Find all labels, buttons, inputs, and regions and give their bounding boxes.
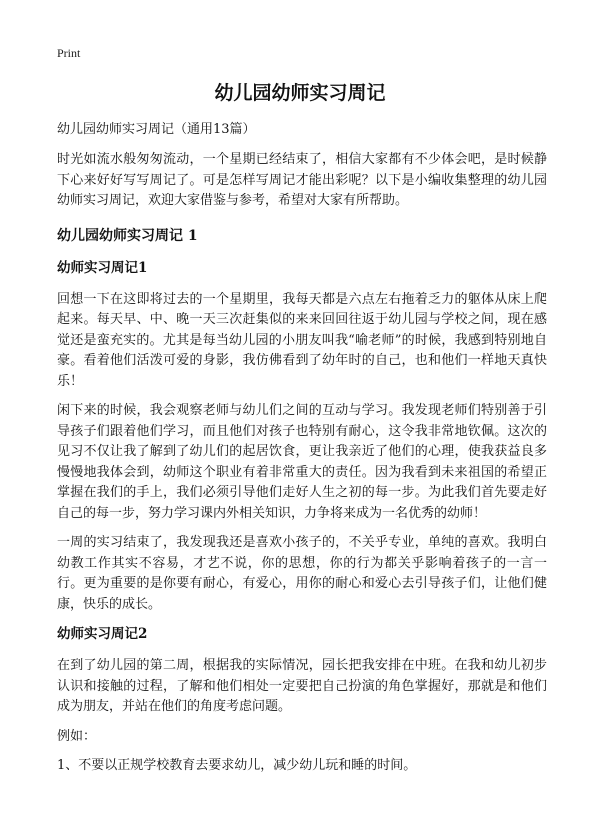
entry-1-paragraph: 一周的实习结束了，我发现我还是喜欢小孩子的，不关乎专业，单纯的喜欢。我明白幼教工作其实不容易，才艺不说，你的思想，你的行为都关乎影响着孩子的一言一行。更为重要的是你要有耐心，有爱心，用你的耐心和爱心去引导孩子们，让他们健康，快乐的成长。 (57, 535, 547, 612)
print-link[interactable]: Print (57, 46, 81, 60)
intro-paragraph: 时光如流水般匆匆流动，一个星期已经结束了，相信大家都有不少体会吧，是时候静下心来好好写写周记了。可是怎样写周记才能出彩呢？以下是小编收集整理的幼儿园幼师实习周记，欢迎大家借鉴与参考，希望对大家有所帮助。 (57, 152, 547, 208)
page-title: 幼儿园幼师实习周记 (214, 82, 386, 104)
article-subtitle: 幼儿园幼师实习周记（通用13篇） (57, 122, 256, 137)
section-heading: 幼儿园幼师实习周记 1 (57, 227, 198, 244)
entry-2-paragraph: 例如： (57, 728, 97, 744)
entry-2-paragraph: 1、不要以正规学校教育去要求幼儿，减少幼儿玩和睡的时间。 (57, 758, 417, 773)
article-body (57, 120, 547, 786)
entry-2-heading: 幼师实习周记2 (57, 626, 148, 642)
entry-2-paragraph: 在到了幼儿园的第二周，根据我的实际情况，园长把我安排在中班。在我和幼儿初步认识和接触的过程，了解和他们相处一定要把自己扮演的角色掌握好，那就是和他们成为朋友，并站在他们的角度考虑问题。 (57, 658, 547, 714)
entry-1-paragraph: 闲下来的时候，我会观察老师与幼儿们之间的互动与学习。我发现老师们特别善于引导孩子们跟着他们学习，而且他们对孩子也特别有耐心，这令我非常地钦佩。这次的见习不仅让我了解到了幼儿们的起居饮食，更让我亲近了他们的心理，使我获益良多慢慢地我体会到，幼师这个职业有着非常重大的责任。因为我看到未来祖国的希望正掌握在我们的手上，我们必须引导他们走好人生之初的每一步。为此我们首先要走好自己的每一步，努力学习课内外相关知识，力争将来成为一名优秀的幼师！ (57, 403, 547, 521)
entry-1-heading: 幼师实习周记1 (57, 259, 148, 276)
entry-1-paragraph: 回想一下在这即将过去的一个星期里，我每天都是六点左右拖着乏力的躯体从床上爬起来。每天早、中、晚一天三次赶集似的来来回回往返于幼儿园与学校之间，现在感觉还是蛮充实的。尤其是每当幼儿园的小朋友叫我“喻老师”的时候，我感到特别地自豪。看着他们活泼可爱的身影，我仿佛看到了幼年时的自己，也和他们一样地天真快乐！ (57, 291, 547, 389)
